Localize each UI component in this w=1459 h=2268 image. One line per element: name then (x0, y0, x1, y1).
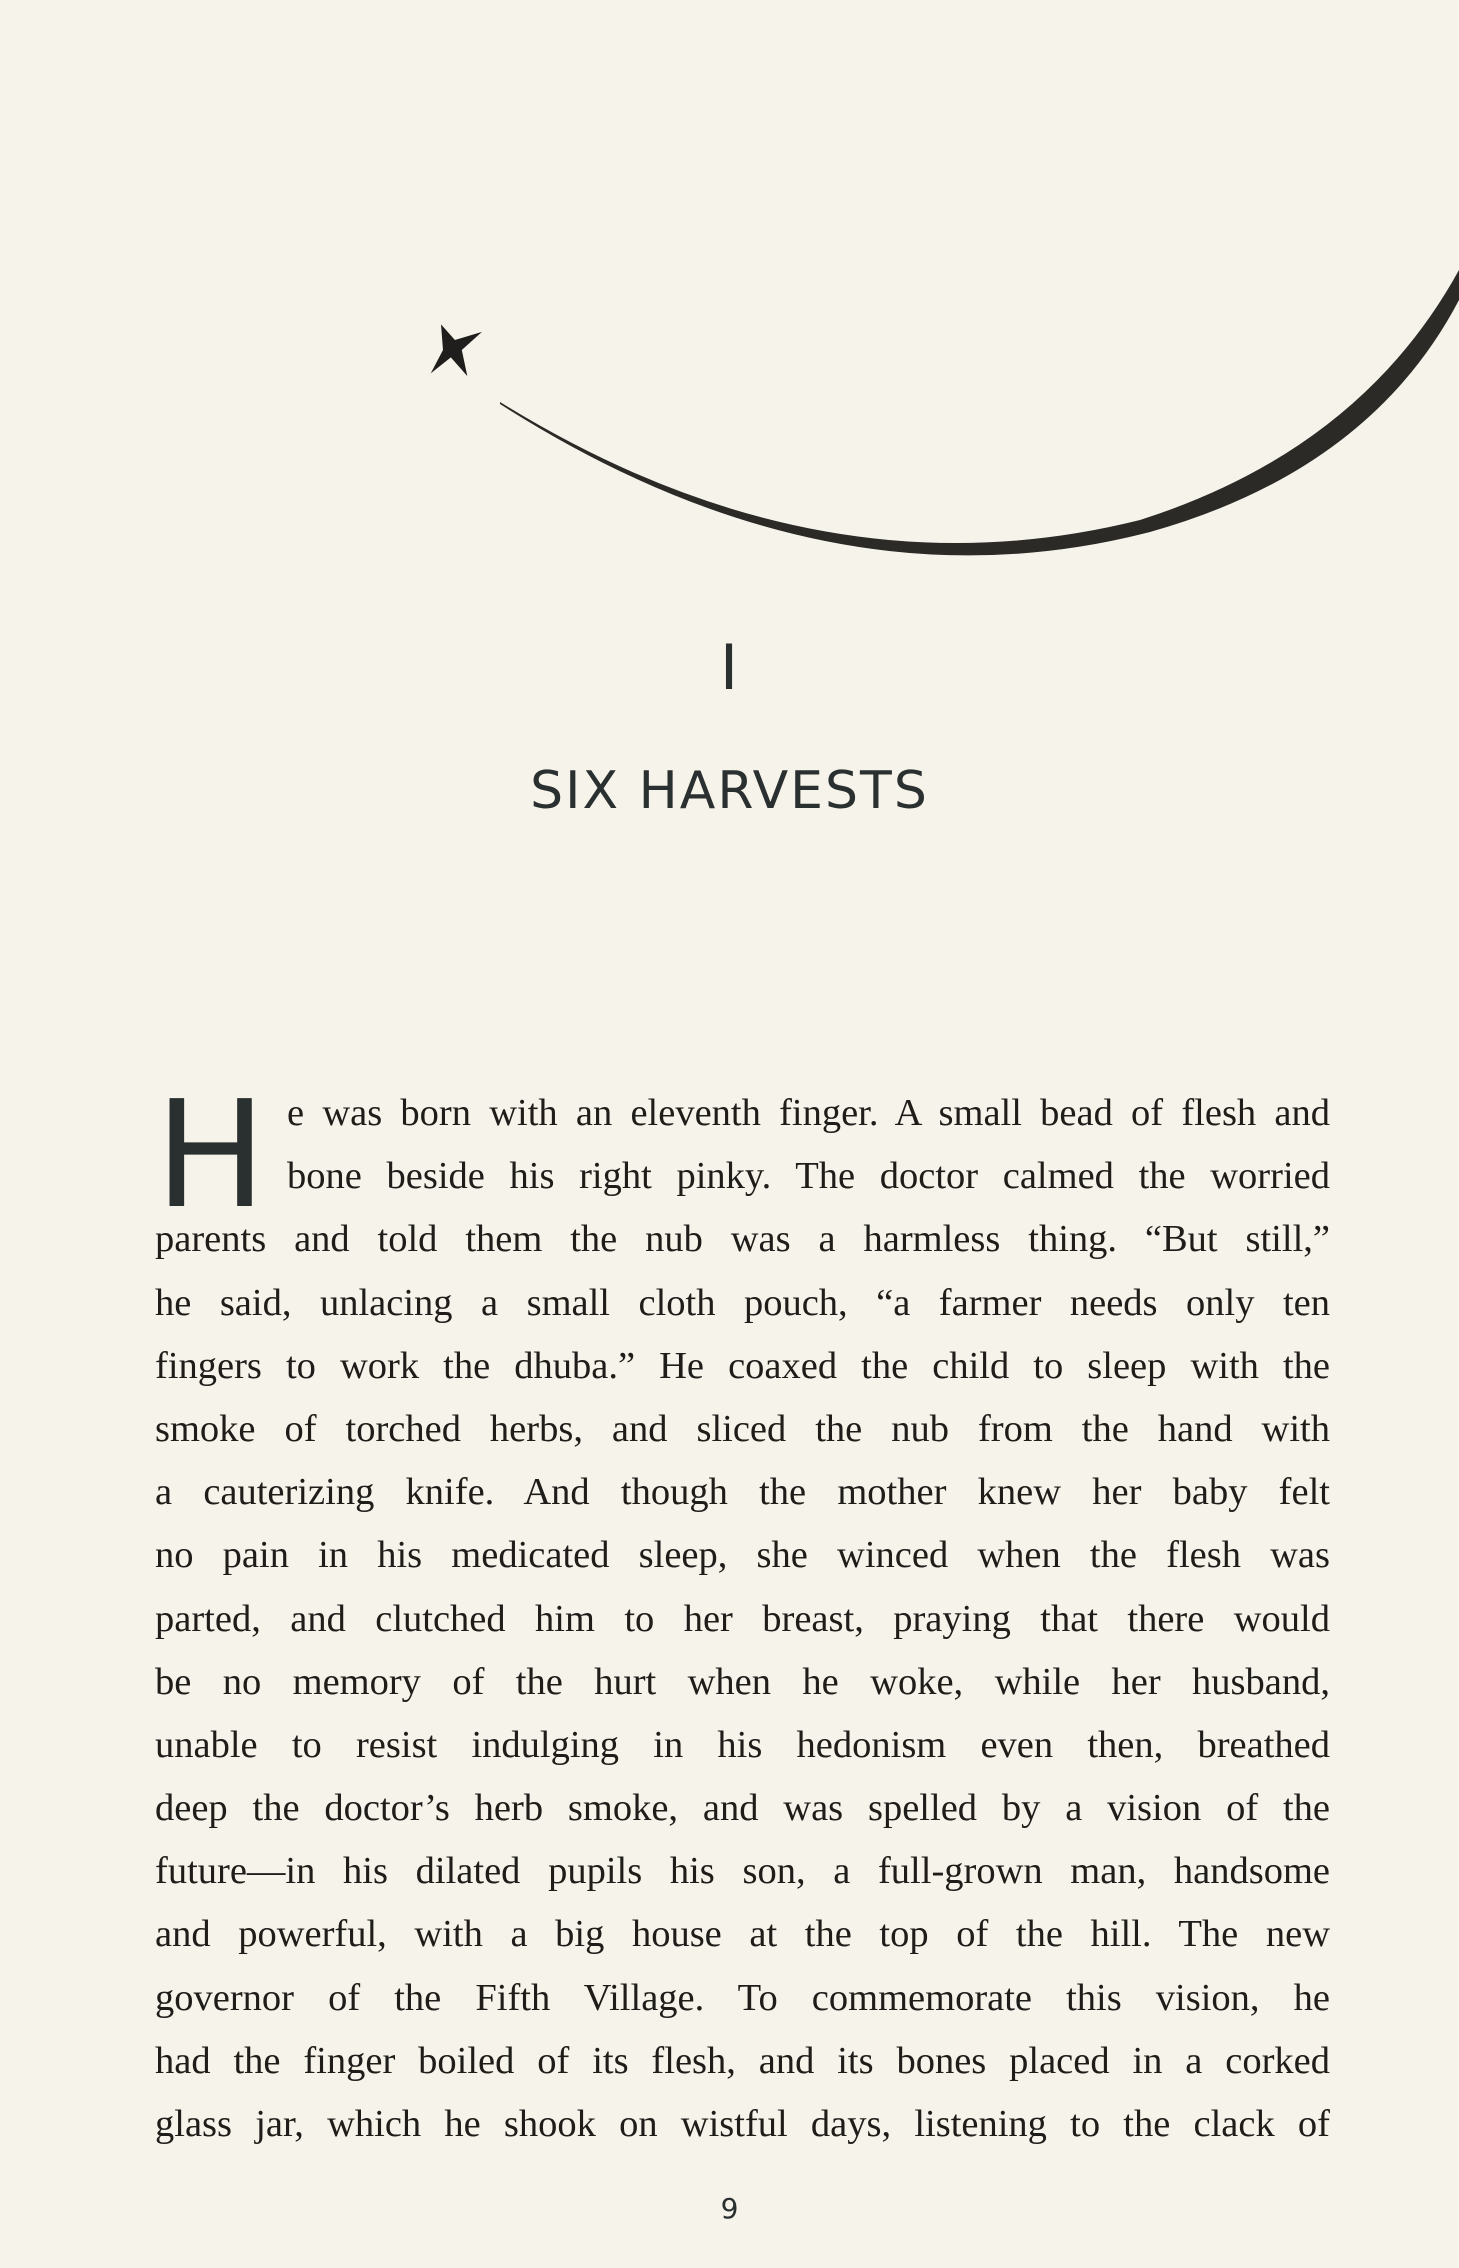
text-line: no pain in his medicated sleep, she winced when the flesh was (155, 1534, 1330, 1577)
text-line: be no memory of the hurt when he woke, while her husband, (155, 1660, 1330, 1703)
sparkle-star-icon (414, 310, 497, 390)
text-line: smoke of torched herbs, and sliced the nub from the hand with (155, 1407, 1330, 1450)
text-line: glass jar, which he shook on wistful days, listening to the clack of (155, 2103, 1330, 2146)
chapter-number: I (719, 631, 740, 704)
body-paragraph (155, 1208, 1330, 2156)
text-line: future—in his dilated pupils his son, a full-grown man, handsome (155, 1850, 1330, 1893)
text-line: bone beside his right pinky. The doctor calmed the worried (287, 1155, 1330, 1198)
crescent-arc (500, 270, 1459, 555)
text-line: parents and told them the nub was a harmless thing. “But still,” (155, 1218, 1330, 1261)
text-line: unable to resist indulging in his hedonism even then, breathed (155, 1723, 1330, 1766)
chapter-title: SIX HARVESTS (530, 761, 929, 821)
text-line: a cauterizing knife. And though the mother knew her baby felt (155, 1471, 1330, 1514)
text-line: deep the doctor’s herb smoke, and was spelled by a vision of the (155, 1787, 1330, 1830)
body-paragraph-opening (287, 1082, 1330, 1208)
text-line: and powerful, with a big house at the top of the hill. The new (155, 1913, 1330, 1956)
text-line: fingers to work the dhuba.” He coaxed the child to sleep with the (155, 1344, 1330, 1387)
text-line: governor of the Fifth Village. To commemorate this vision, he (155, 1976, 1330, 2019)
drop-cap: H (155, 1069, 267, 1241)
text-line: he said, unlacing a small cloth pouch, “a farmer needs only ten (155, 1281, 1330, 1324)
text-line: parted, and clutched him to her breast, praying that there would (155, 1597, 1330, 1640)
page-number: 9 (720, 2192, 739, 2225)
text-line: had the finger boiled of its flesh, and its bones placed in a corked (155, 2039, 1330, 2082)
crescent-arc-ornament (0, 0, 1459, 600)
text-line: e was born with an eleventh finger. A small bead of flesh and (287, 1092, 1330, 1134)
